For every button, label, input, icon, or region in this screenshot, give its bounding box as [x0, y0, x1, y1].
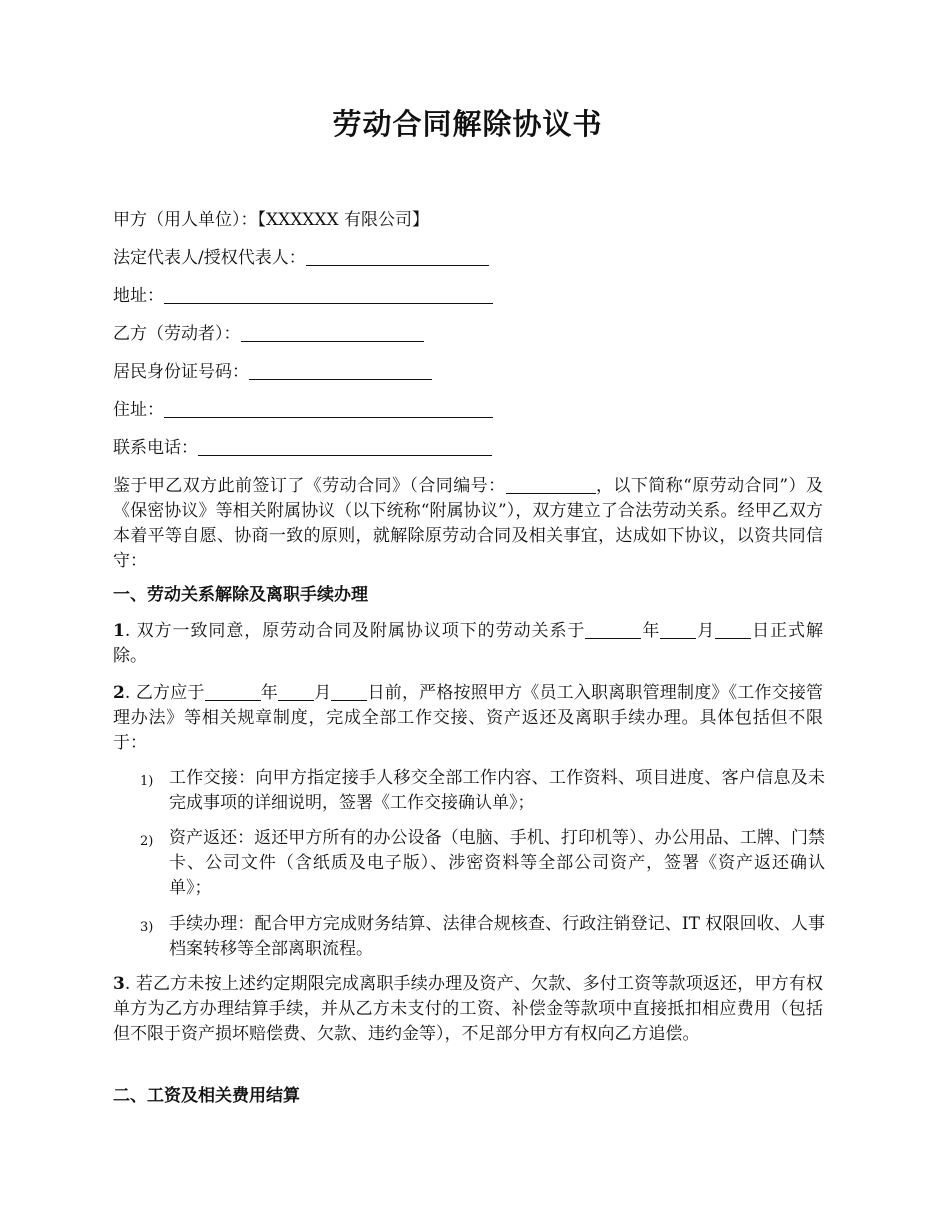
clause1-month: 月: [696, 621, 716, 641]
list-item-marker: 3): [140, 920, 154, 935]
address-line: [113, 284, 493, 309]
clause1-year-blank[interactable]: [585, 620, 641, 639]
clause2-day: 日前，严格按照甲方《员工入职离职管理制度》《工作交接管理办法》等相关规章制度，完成全部工作交接、资产返还及离职手续办理。具体包括但不限于：: [113, 683, 824, 753]
residence-blank[interactable]: [164, 399, 493, 418]
phone-label: 联系电话：: [113, 438, 198, 458]
legal-rep-label: 法定代表人/授权代表人：: [113, 248, 306, 268]
clause1-month-blank[interactable]: [660, 620, 696, 639]
list-item: [113, 912, 825, 962]
preamble-part1: 鉴于甲乙双方此前签订了《劳动合同》（合同编号：: [113, 476, 506, 496]
list-item-text: 手续办理：配合甲方完成财务结算、法律合规核查、行政注销登记、IT 权限回收、人事档案转移等全部离职流程。: [169, 914, 825, 959]
clause2-number: 2: [113, 683, 125, 703]
address-label: 地址：: [113, 286, 164, 306]
phone-line: [113, 436, 492, 461]
clause2-day-blank[interactable]: [331, 682, 367, 701]
preamble-paragraph: [113, 474, 823, 574]
clause2-year-blank[interactable]: [205, 682, 261, 701]
clause2-month: 月: [314, 683, 332, 703]
clause2-month-blank[interactable]: [278, 682, 314, 701]
list-item: [113, 826, 825, 901]
list-item-text: 资产返还：返还甲方所有的办公设备（电脑、手机、打印机等）、办公用品、工牌、门禁卡、公司文件（含纸质及电子版）、涉密资料等全部公司资产，签署《资产返还确认单》；: [169, 828, 825, 898]
clause1-year: 年: [641, 621, 661, 641]
document-title: 劳动合同解除协议书: [332, 107, 603, 141]
contract-number-blank[interactable]: [506, 475, 596, 494]
clause1-day: 日正式解除。: [113, 621, 824, 666]
list-item: [113, 766, 825, 816]
preamble-part2: ，以下简称“原劳动合同”）及《保密协议》等相关附属协议（以下统称“附属协议”），双方建立了合法劳动关系。经甲乙双方本着平等自愿、协商一致的原则，就解除原劳动合同及相关事宜，达成如下协议，以资共同信守：: [113, 476, 823, 571]
clause3-paragraph: [113, 972, 823, 1047]
id-number-label: 居民身份证号码：: [113, 362, 249, 382]
section2-heading: 二、工资及相关费用结算: [113, 1086, 300, 1106]
phone-blank[interactable]: [198, 437, 492, 456]
list-item-marker: 1): [140, 774, 154, 789]
clause1-text-a: . 双方一致同意，原劳动合同及附属协议项下的劳动关系于: [124, 621, 586, 641]
legal-rep-line: [113, 246, 489, 271]
section1-heading: 一、劳动关系解除及离职手续办理: [113, 585, 368, 605]
party-b-blank[interactable]: [241, 323, 424, 342]
clause1-paragraph: [113, 619, 823, 669]
clause2-year: 年: [260, 683, 278, 703]
clause1-number: 1: [113, 621, 125, 641]
address-blank[interactable]: [164, 285, 493, 304]
id-number-line: [113, 360, 432, 385]
clause2-paragraph: [113, 681, 823, 756]
clause3-text: . 若乙方未按上述约定期限完成离职手续办理及资产、欠款、多付工资等款项返还，甲方有权单方为乙方办理结算手续，并从乙方未支付的工资、补偿金等款项中直接抵扣相应费用（包括但不限于资产损坏赔偿费、欠款、违约金等），不足部分甲方有权向乙方追偿。: [113, 974, 823, 1044]
id-number-blank[interactable]: [249, 361, 432, 380]
party-a-label: 甲方（用人单位）：【XXXXXX 有限公司】: [113, 210, 430, 230]
residence-label: 住址：: [113, 400, 164, 420]
party-a-line: [113, 208, 429, 233]
clause2-text-a: . 乙方应于: [124, 683, 205, 703]
legal-rep-blank[interactable]: [306, 247, 489, 266]
party-b-line: [113, 322, 424, 347]
party-b-label: 乙方（劳动者）：: [113, 324, 241, 344]
clause3-number: 3: [113, 974, 125, 994]
list-item-marker: 2): [140, 834, 154, 849]
clause1-day-blank[interactable]: [715, 620, 751, 639]
residence-line: [113, 398, 493, 423]
list-item-text: 工作交接：向甲方指定接手人移交全部工作内容、工作资料、项目进度、客户信息及未完成事项的详细说明，签署《工作交接确认单》；: [169, 768, 825, 813]
